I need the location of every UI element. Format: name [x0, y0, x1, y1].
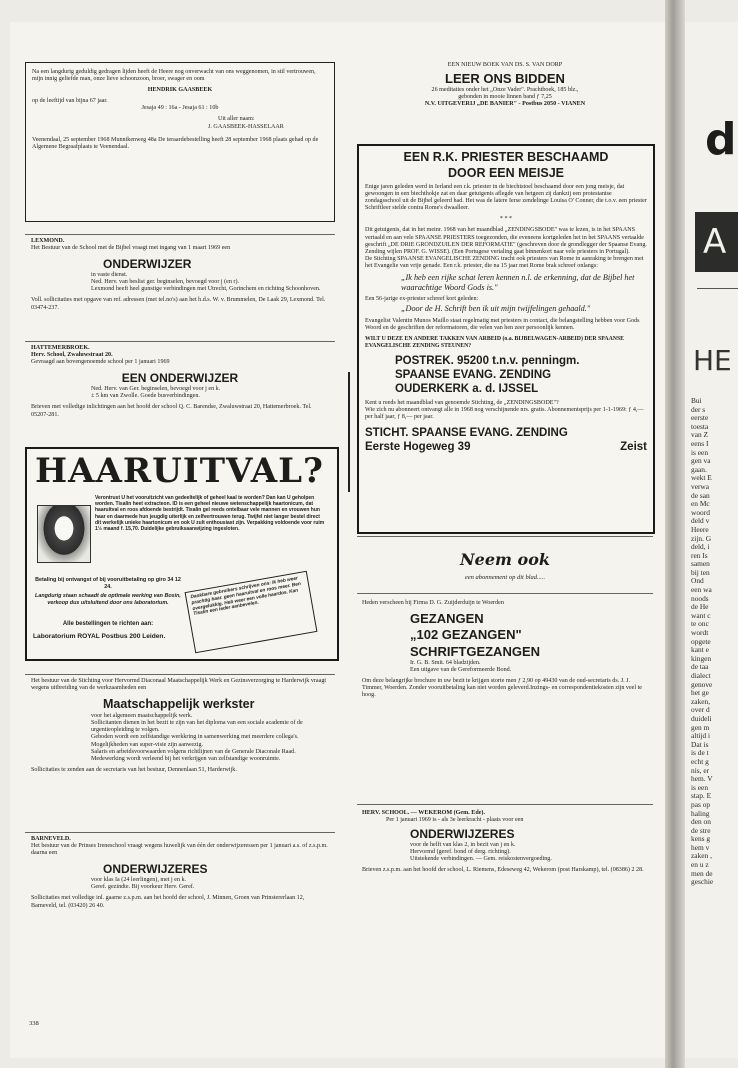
obituary-footer: Veenendaal, 25 september 1968 Munnikenweg 48a De teraardebestelling heeft 28 september 1968 plaats gehad op de Algemene Begraafplaats te Veenendaal. — [32, 136, 319, 150]
haaruitval-lab: Laboratorium ROYAL Postbus 200 Leiden. — [33, 633, 166, 640]
priester-appeal: WILT U DEZE EN ANDERE TAKKEN VAN ARBEID (o.a. BIJBELWAGEN-ARBEID) DER SPAANSE EVANGELISCHE ZENDING STEUNEN? — [365, 336, 625, 350]
werkster-line: Mogelijkheden van super-visie zijn aanwezig. — [91, 741, 204, 748]
wekerom-line-3: Uitstekende verbindingen. — Gem. reiskostenvergoeding. — [410, 856, 552, 863]
next-page-boxed-letter: A — [703, 222, 727, 262]
priester-stars: * * * — [499, 216, 513, 223]
priester-paragraph: Kent u reeds het maandblad van genoemde Stichting, de „ZENDINGSBODE"? — [365, 400, 559, 407]
obituary-name: HENDRIK GAASBEEK — [147, 87, 213, 94]
next-page-text-line: zijn. G — [691, 533, 712, 543]
page-gutter — [665, 0, 685, 1068]
next-page-text-line: over d — [691, 705, 710, 715]
next-page-text-line: gen m — [691, 722, 710, 732]
next-page-text-line: opgete — [691, 636, 711, 646]
barneveld-line-2: Geref. gezindte. Bij voorkeur Herv. Geref. — [91, 884, 195, 891]
next-page-rule — [697, 288, 738, 289]
priester-ouderkerk: OUDERKERK a. d. IJSSEL — [395, 383, 539, 396]
haaruitval-action: Langdurig staan schaadt de optimale werking van Bosin, verkoop dus uitsluitend door ons laboratorium. — [35, 593, 181, 606]
priester-spaanse: SPAANSE EVANG. ZENDING — [395, 369, 552, 382]
gezangen-line-2: Een uitgave van de Gereformeerde Bond. — [410, 667, 512, 674]
next-page-text-line: dialect — [691, 671, 711, 680]
lexmond-footer: Voll. sollicitaties met opgave van ref. adressen (met tel.no's) aan het h.d.s. W. v. Brummelen, De Laak 29, Lexmond. Tel. 03474-237. — [31, 297, 326, 311]
next-page-text-line: het ge — [691, 688, 709, 698]
next-page-text-line: ren Is — [691, 550, 708, 560]
priester-paragraph: Een 56-jarige ex-priester schreef kort geleden: — [365, 296, 479, 303]
next-page-text-line: Dat is — [691, 739, 709, 749]
obituary-intro: Na een langdurig geduldig gedragen lijden heeft de Heere nog onverwacht van ons weggenomen, in stil vertrouwen, mijn innig geliefde man, onze lieve schoonzoon, broer, swager en oom — [32, 69, 316, 83]
lexmond-intro: Het Bestuur van de School met de Bijbel vraagt met ingang van 1 maart 1969 een — [31, 245, 231, 252]
next-page-text-line: nis, er — [691, 765, 710, 775]
next-page-text-line: verwa — [691, 481, 710, 491]
lexmond-place: LEXMOND. — [31, 238, 65, 244]
haaruitval-body: Verontrust U het vooruitzicht van gedeeltelijk of geheel kaal te worden? Dan kan U geholpen worden. Tisalin heet extracteon. ID is een geheel nieuwe wetenschappelijk haartonicum, dat haaruitval en roos afdoende bestrijdt. Tisalin gel reeds ontelbaar vele mannen en vrouwen hun haar en daarmede hun jeugdig uiterlijk en zelfvertrouwen terug. Twijfel niet langer bestel direct dit werkelijk unieke haartonicum en ook U zult enthousiast zijn. Verpakking voldoende voor ruim 1½ maand f. 15,70. Duidelijke gebruiksaanwijzing ingesloten. — [95, 495, 325, 533]
page-number: 338 — [29, 1020, 39, 1027]
next-page-text-line: toesta — [691, 421, 709, 431]
lexmond-ad — [31, 238, 329, 316]
wekerom-ad — [362, 810, 648, 879]
divider — [25, 832, 335, 833]
column-rule — [348, 372, 350, 492]
hattem-footer: Brieven met volledige inlichtingen aan het hoofd der school Q. C. Barendse, Zwaluwstraat 20, Hattemerbroek. Tel. 05207-281. — [31, 404, 312, 418]
testimonial-stamp — [185, 571, 318, 654]
next-page-text-line: gen va — [691, 456, 711, 466]
next-page-text-line: zaken , — [691, 851, 712, 861]
next-page-text-line: en Mc — [691, 499, 710, 509]
priester-ad — [357, 144, 655, 534]
portrait-photo — [37, 505, 91, 563]
book-ad — [360, 62, 650, 112]
hattem-ad — [31, 345, 329, 423]
next-page-text-line: der s — [691, 404, 706, 414]
next-page-text-line: den on — [691, 817, 711, 827]
haaruitval-ad — [25, 447, 339, 661]
priester-sticht: STICHT. SPAANSE EVANG. ZENDING — [365, 426, 568, 439]
next-page-text-line: een wa — [691, 585, 712, 595]
lexmond-line-3: Lexmond heeft heel gunstige verbindingen met Utrecht, Gorinchem en richting Schoonhoven. — [91, 286, 321, 293]
gezangen-line-1: Ir. G. B. Smit. 64 bladzijden. — [410, 660, 481, 667]
haaruitval-title: HAARUITVAL? — [35, 451, 324, 491]
barneveld-place: BARNEVELD. — [31, 836, 71, 842]
werkster-intro: Het bestuur van de Stichting voor Hervormd Diaconaal Maatschappelijk Werk en Gezinsverzorging te Harderwijk vraagt wegens uitbreiding van de werkzaamheden een — [31, 678, 327, 692]
next-page-text-line: gaan. — [691, 464, 707, 474]
obituary-age: op de leeftijd van bijna 67 jaar. — [32, 98, 108, 105]
next-page-text-line: kingen — [691, 653, 712, 663]
next-page-text-line: de He — [691, 602, 709, 612]
lexmond-title: ONDERWIJZER — [103, 257, 192, 272]
next-page-text-line: de san — [691, 490, 710, 500]
book-publisher: N.V. UITGEVERIJ „DE BANIER" - Postbus 2050 - VIANEN — [424, 101, 586, 108]
next-page-text-line: pas op — [691, 799, 711, 809]
next-page-text-line: genove — [691, 679, 713, 689]
next-page-text-line: want c — [691, 610, 711, 620]
priester-paragraph: Dit getuigenis, dat in het meinr. 1968 van het maandblad „ZENDINGSBODE" was te lezen, is in het SPAANS vertaald en aan vele SPAANSE PRIESTERS toegezonden, die eveneens kortgeleden het in het SPAANS vertaalde geschrift „DE DRIE GRONDZUILEN DER REFORMATIE" (geschreven door de grondlegger der Spaanse Evang. Zending wijlen PROF. G. WISSE). (Een Portugese vertaling gaat binnenkort naar vele priesters in Portugal). — [365, 227, 647, 255]
next-page-text-line: eens I — [691, 438, 709, 448]
next-page-section: HE — [693, 344, 732, 377]
gezangen-ad — [362, 600, 648, 704]
priester-paragraph: Wie zich nu abonneert ontvangt alle in 1968 nog verschijnende nrs. gratis. Abonnementsprijs per 1-1-1969: ƒ 4,— per half jaar, ƒ 8,— per jaar. — [365, 407, 644, 421]
wekerom-footer: Brieven z.s.p.m. aan het hoofd der school, L. Riemens, Edeseweg 42, Wekerom (post Harskamp), tel. (08386) 2 28. — [362, 867, 644, 874]
next-page-text-line: van Z — [691, 430, 709, 440]
book-title: LEER ONS BIDDEN — [445, 71, 565, 87]
divider — [25, 674, 335, 675]
hattem-line-2: ± 5 km van Zwolle. Goede busverbindingen. — [91, 393, 200, 400]
book-line-2: gebonden in mooie linnen band ƒ 7,25 — [458, 94, 552, 101]
next-page-dark-box — [695, 212, 738, 272]
next-page-text-line: stap. E — [691, 791, 712, 801]
next-page-text-line: duideli — [691, 713, 712, 723]
divider — [25, 341, 335, 342]
next-page-text-line: altijd i — [691, 731, 711, 741]
wekerom-line-1: voor de helft van klas 2, in bezit van j en k. — [410, 842, 516, 849]
next-page-text-line: Heere — [691, 524, 709, 534]
barneveld-ad — [31, 836, 329, 914]
priester-postrek: POSTREK. 95200 t.n.v. penningm. — [395, 355, 580, 368]
next-page-text-line: te onc — [691, 619, 709, 629]
lexmond-line-2: Ned. Herv. van beslist ger. beginselen, bevoegd voor j (en r). — [91, 279, 240, 286]
priester-paragraph: Evangelist Valentin Munos Maillo staat regelmatig met priesters in contact, die belangstelling hebben voor Gods Woord en de geschriften der reformatoren, die velen van hen zeer persoonlijk kennen. — [365, 317, 640, 331]
next-page-text-line: is een — [691, 782, 709, 792]
barneveld-intro: Het bestuur van de Prinses Ireneschool vraagt wegens huwelijk van één der onderwijzeressen per 1 januari a.s. of z.s.p.m. daarna een — [31, 843, 328, 857]
next-page-text-line: echt g — [691, 756, 709, 766]
obituary-signed-intro: Uit aller naam: — [218, 116, 255, 123]
werkster-line: voor het algemeen maatschappelijk werk. — [91, 713, 193, 720]
werkster-line: Sollicitanten dienen in het bezit te zijn van het diploma van een sociale academie of de urgentieopleiding te volgen. — [91, 720, 303, 734]
hattem-intro: Gevraagd aan bovengenoemde school per 1 januari 1969 — [31, 359, 170, 366]
next-page-text-line: hem v — [691, 842, 710, 852]
priester-title-1: EEN R.K. PRIESTER BESCHAAMD — [403, 150, 609, 164]
next-page-edge — [685, 22, 738, 1058]
next-page-text-line: bij ten — [691, 567, 710, 577]
lexmond-line-1: in vaste dienst. — [91, 272, 128, 279]
gezangen-title-3: SCHRIFTGEZANGEN — [410, 644, 540, 660]
next-page-text-line: woord — [691, 507, 710, 517]
hattem-place: HATTEMERBROEK. — [31, 345, 90, 351]
werkster-ad — [31, 678, 329, 778]
haaruitval-payment: Betaling bij ontvangst of bij vooruitbetaling op giro 34 12 24. — [35, 577, 181, 590]
neem-ook-sub: een abonnement op dit blad..... — [464, 574, 546, 581]
next-page-text-line: eerste — [691, 413, 709, 423]
next-page-text-line: samen — [691, 559, 710, 569]
next-page-text-line: wordt — [691, 628, 709, 638]
priester-title-2: DOOR EEN MEISJE — [448, 166, 564, 180]
next-page-text-line: de stre — [691, 825, 711, 835]
obituary-notice — [25, 62, 335, 222]
next-page-text-line: haling — [691, 808, 710, 818]
hattem-school: Herv. School, Zwaluwstraat 20. — [31, 352, 113, 359]
next-page-text-line: hem. V — [691, 774, 713, 784]
barneveld-line-1: voor klas Ia (24 leerlingen), met j en k. — [91, 877, 187, 884]
next-page-text-line: deld, i — [691, 542, 710, 552]
next-page-text-line: deld v — [691, 516, 710, 526]
werkster-line: Salaris en arbeidsvoorwaarden volgens richtlijnen van de Generale Diaconale Raad. — [91, 748, 296, 755]
next-page-text-line: de taa — [691, 662, 709, 672]
hattem-line-1: Ned. Herv. van Ger. beginselen, bevoegd voor j en k. — [91, 386, 221, 393]
werkster-line: Geboden wordt een zelfstandige werkkring in samenwerking met meerdere collega's. — [91, 734, 299, 741]
next-page-text-line: kens g — [691, 834, 711, 844]
book-kicker: EEN NIEUW BOEK VAN DS. S. VAN DORP — [447, 62, 563, 68]
next-page-text-line: men de — [691, 868, 713, 878]
barneveld-footer: Sollicitaties met volledige inl. gaarne z.s.p.m. aan het hoofd der school, J. Minnen, Groen van Prinstererlaan 12, Barneveld, tel. (03420) 26 40. — [31, 895, 305, 909]
next-page-text-line: is de t — [691, 748, 709, 758]
hattem-title: EEN ONDERWIJZER — [121, 371, 239, 386]
werkster-footer: Sollicitaties te zenden aan de secretaris van het bestuur, Dennenlaan 51, Harderwijk. — [31, 766, 237, 773]
divider — [357, 593, 653, 594]
divider — [357, 804, 653, 805]
next-page-text-line: geschie — [691, 877, 714, 887]
next-page-text-line: en u z — [691, 860, 709, 870]
book-line-1: 26 meditaties onder het „Onze Vader". Prachtboek, 185 blz., — [431, 87, 579, 94]
next-page-text-line: noods — [691, 593, 709, 603]
obituary-verse: Jesaja 49 : 16a - Jesaja 61 : 10b — [141, 105, 219, 112]
werkster-line: Medewerking wordt verleend bij het verkrijgen van zelfstandige woonruimte. — [91, 755, 281, 762]
priester-quote-2: „Door de H. Schrift ben ik uit mijn twijfelingen gehaald." — [401, 304, 591, 314]
next-page-text-line: kant e — [691, 645, 709, 655]
next-page-text-line: Bui — [691, 396, 702, 405]
wekerom-line-2: Hervormd (geref. bond of derg. richting). — [410, 849, 511, 856]
next-page-heading: d — [705, 114, 737, 165]
priester-address: Eerste Hogeweg 39 — [365, 440, 471, 453]
gezangen-title-1: GEZANGEN — [410, 611, 484, 627]
magazine-page — [10, 22, 665, 1058]
neem-ook-title: Neem ook — [460, 550, 550, 569]
wekerom-place: HERV. SCHOOL. — WEKEROM (Gem. Ede). — [362, 810, 485, 816]
divider — [357, 536, 653, 537]
priester-quote-1: „Ik heb een rijke schat leren kennen n.l. de erkenning, dat de Bijbel het waarachtige Woord Gods is." — [401, 273, 635, 292]
haaruitval-order: Alle bestellingen te richten aan: — [62, 621, 154, 627]
next-page-text-line: Ond — [691, 576, 704, 586]
next-page-text-line: is een — [691, 447, 709, 457]
wekerom-intro: Per 1 januari 1969 is - als 3e leerkracht - plaats voor een — [386, 817, 524, 824]
priester-paragraph: Enige jaren geleden werd in Ierland een r.k. priester in de biechtstoel beschaamd door een jong meisje, dat gewoongen in een biechthokje zat en daar getuigenis aflegde van hetgeen zij dankzij een protestantse zondagsschool uit de Bijbel geleerd had. Het was de latere Ierse zendelinge Louisa O' Conner, die t.o.v. een priester Schriftleer stelde contra Rome's dwaalleer. — [365, 184, 647, 212]
gezangen-footer: Om deze belangrijke brochure in uw bezit te krijgen storte men ƒ 2,90 op 49430 van de oud-secretaris ds. J. J. Timmer, Woerden. Zonder vooruitbetaling kan niet worden geleverd.Inzings- en correspondentiekosten zijn veel te hoog. — [362, 678, 643, 699]
testimonial-text: Dankbare gebruikers schrijven ons: Ik heb weer prachtig haar. geen haaruitval en roos meer. Ben overgelukkig. Heb weer een volle haardos. Kan Tisalin een ieder aanbevelen. — [190, 576, 302, 618]
next-page-text — [691, 397, 713, 887]
priester-paragraph: De Stichting SPAANSE EVANGELISCHE ZENDING tracht ook priesters van Rome in aanraking te brengen met het Evangelie van vrije genade. Een r.k. priester, die na 15 jaar met Rome brak schreef onlangs: — [365, 255, 644, 269]
barneveld-title: ONDERWIJZERES — [103, 862, 208, 877]
next-page-text-line: wekt E — [691, 473, 712, 483]
priester-city: Zeist — [620, 440, 647, 453]
obituary-signed-name: J. GAASBEEK-HASSELAAR — [208, 123, 284, 130]
next-page-text-line: zaken, — [691, 696, 711, 706]
divider — [25, 234, 335, 235]
wekerom-title: ONDERWIJZERES — [410, 827, 515, 842]
werkster-title: Maatschappelijk werkster — [103, 697, 255, 712]
gezangen-intro: Heden verscheen bij Firma D. G. Zuijderduijn te Woerden — [362, 600, 504, 606]
gezangen-title-2: „102 GEZANGEN" — [410, 627, 522, 643]
